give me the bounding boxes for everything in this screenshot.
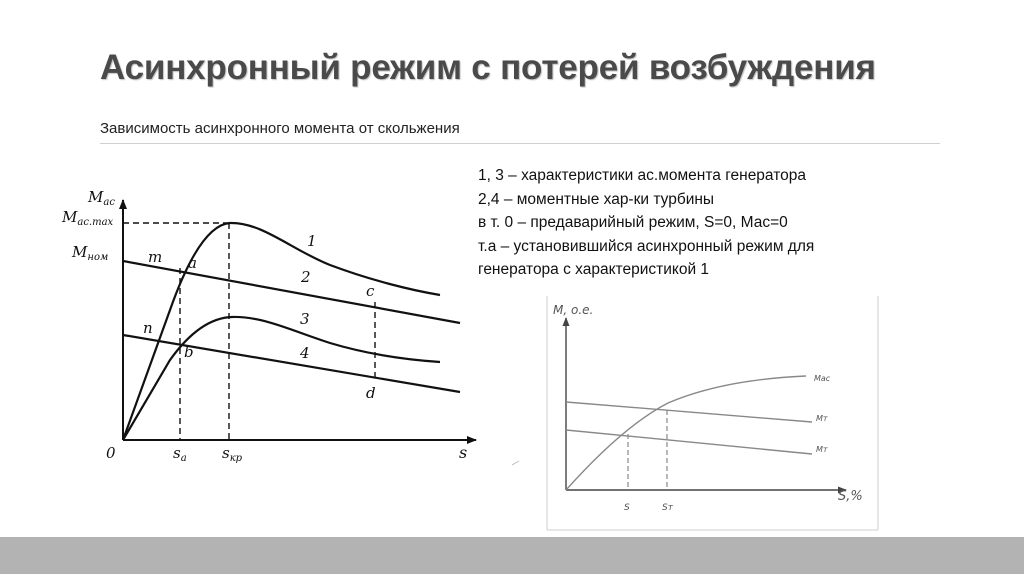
tick-label-st: Sт xyxy=(662,503,673,513)
note-line: 1, 3 – характеристики ас.момента генератора xyxy=(478,167,806,184)
point-m-label: m xyxy=(148,248,163,266)
curve-mt xyxy=(566,402,812,422)
right-diagram xyxy=(512,296,878,530)
point-b-label: b xyxy=(184,343,194,361)
point-c-label: c xyxy=(366,282,375,300)
y-axis-label: $M_{ас}$ xyxy=(88,188,115,208)
x-axis-label: S,% xyxy=(838,489,863,504)
slide-title: Асинхронный режим с потерей возбуждения xyxy=(100,48,876,87)
curve-4 xyxy=(123,335,460,392)
note-line: т.а – установившийся асинхронный режим для xyxy=(478,237,815,255)
point-a-label: a xyxy=(188,254,197,272)
scan-mark xyxy=(512,461,519,465)
point-n-label: n xyxy=(143,319,153,337)
sa-label: $s_а$ xyxy=(173,444,187,464)
curve-label-mac: Мас xyxy=(814,374,831,383)
curve-2 xyxy=(123,261,460,323)
bottom-band xyxy=(0,537,1024,574)
point-d-label: d xyxy=(366,384,376,402)
curve-label-3: 3 xyxy=(300,310,310,328)
note-line: в т. 0 – предаварийный режим, S=0, Мас=0 xyxy=(478,214,788,231)
curve-label-1: 1 xyxy=(307,232,317,250)
left-diagram xyxy=(61,188,476,464)
skr-label: $s_{кр}$ xyxy=(222,444,243,464)
curve-3 xyxy=(123,317,440,440)
note-line: 2,4 – моментные хар-ки турбины xyxy=(478,190,715,208)
curve-mt2 xyxy=(566,430,812,454)
y-axis-label: М, о.е. xyxy=(553,303,594,317)
tick-label-s: S xyxy=(624,503,630,513)
curve-1 xyxy=(123,223,440,440)
curve-label-mt: Мт xyxy=(816,414,828,423)
slide-subtitle: Зависимость асинхронного момента от скольжения xyxy=(100,120,460,137)
origin-label: 0 xyxy=(106,444,116,462)
curve-label-4: 4 xyxy=(300,344,310,362)
curve-label-mt2: Мт xyxy=(816,445,828,454)
note-line: генератора с характеристикой 1 xyxy=(478,261,710,278)
mnom-label: $M_{ном}$ xyxy=(72,243,109,263)
mmax-label: $M_{ас.max}$ xyxy=(62,208,114,228)
curve-label-2: 2 xyxy=(301,268,311,286)
x-axis-label: s xyxy=(459,443,468,462)
